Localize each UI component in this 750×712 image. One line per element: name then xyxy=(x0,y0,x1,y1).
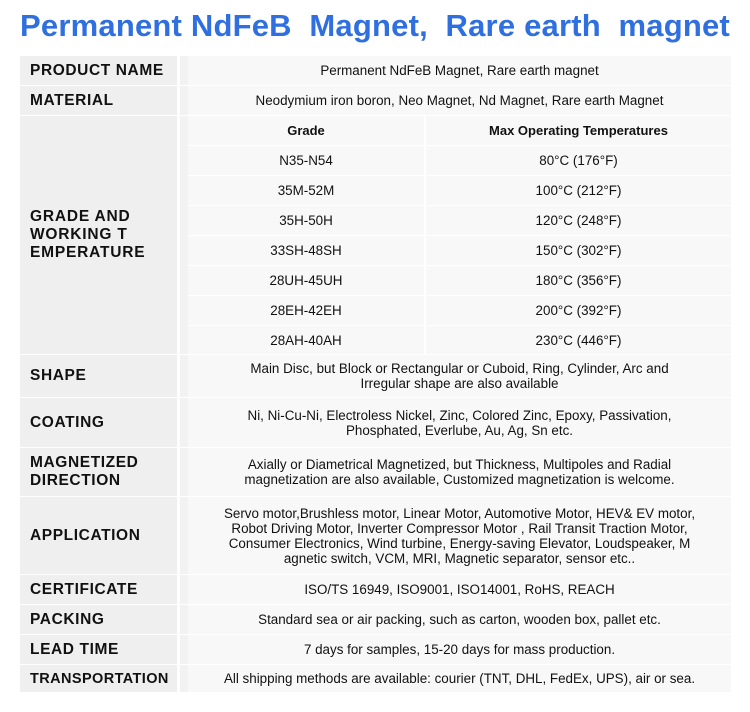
grade-header-row xyxy=(188,116,731,146)
temperature-cell: 120°C (248°F) xyxy=(426,206,731,235)
row-value: Main Disc, but Block or Rectangular or Cuboid, Ring, Cylinder, Arc and Irregular shape are also available xyxy=(188,355,731,397)
grade-row xyxy=(188,296,731,326)
spec-table xyxy=(20,56,731,692)
grade-row xyxy=(188,236,731,266)
row-material xyxy=(20,86,731,116)
row-value: Neodymium iron boron, Neo Magnet, Nd Magnet, Rare earth Magnet xyxy=(188,86,731,115)
grade-cell: 28AH-40AH xyxy=(188,326,426,354)
temperature-cell: 150°C (302°F) xyxy=(426,236,731,265)
row-coating xyxy=(20,398,731,448)
row-value: All shipping methods are available: courier (TNT, DHL, FedEx, UPS), air or sea. xyxy=(188,665,731,692)
row-value: Permanent NdFeB Magnet, Rare earth magnet xyxy=(188,56,731,85)
row-value: Axially or Diametrical Magnetized, but Thickness, Multipoles and Radial magnetization are also available, Customized magnetization is welcome. xyxy=(188,448,731,496)
row-product-name xyxy=(20,56,731,86)
row-value: ISO/TS 16949, ISO9001, ISO14001, RoHS, REACH xyxy=(188,575,731,604)
row-label: PACKING xyxy=(20,605,180,634)
row-label: APPLICATION xyxy=(20,497,180,574)
grade-cell: N35-N54 xyxy=(188,146,426,175)
grade-row xyxy=(188,326,731,354)
row-label: MAGNETIZED DIRECTION xyxy=(20,448,180,496)
temperature-cell: 80°C (176°F) xyxy=(426,146,731,175)
row-shape xyxy=(20,355,731,398)
temperature-cell: 180°C (356°F) xyxy=(426,266,731,295)
row-label: GRADE AND WORKING T EMPERATURE xyxy=(20,116,180,354)
grade-cell: 28EH-42EH xyxy=(188,296,426,325)
row-transportation xyxy=(20,665,731,692)
temperature-cell: 100°C (212°F) xyxy=(426,176,731,205)
row-value: 7 days for samples, 15-20 days for mass production. xyxy=(188,635,731,664)
grade-table xyxy=(188,116,731,354)
grade-cell: 33SH-48SH xyxy=(188,236,426,265)
row-label: MATERIAL xyxy=(20,86,180,115)
row-label: LEAD TIME xyxy=(20,635,180,664)
grade-header: Grade xyxy=(188,116,426,145)
temperature-cell: 230°C (446°F) xyxy=(426,326,731,354)
row-label: SHAPE xyxy=(20,355,180,397)
grade-cell: 35H-50H xyxy=(188,206,426,235)
grade-cell: 28UH-45UH xyxy=(188,266,426,295)
row-label: TRANSPORTATION xyxy=(20,665,180,692)
row-lead-time xyxy=(20,635,731,665)
page-title: Permanent NdFeB Magnet, Rare earth magnet xyxy=(20,8,730,43)
row-value: Standard sea or air packing, such as carton, wooden box, pallet etc. xyxy=(188,605,731,634)
grade-row xyxy=(188,146,731,176)
row-value: Servo motor,Brushless motor, Linear Motor, Automotive Motor, HEV& EV motor, Robot Driving Motor, Inverter Compressor Motor , Rail Transit Traction Motor, Consumer Electronics, Wind turbine, Energy-saving Elevator, Loudspeaker, M agnetic switch, VCM, MRI, Magnetic separator, sensor etc.. xyxy=(188,497,731,574)
row-label: CERTIFICATE xyxy=(20,575,180,604)
grade-row xyxy=(188,176,731,206)
row-grade-temperature xyxy=(20,116,731,355)
row-value: Ni, Ni-Cu-Ni, Electroless Nickel, Zinc, Colored Zinc, Epoxy, Passivation, Phosphated, Everlube, Au, Ag, Sn etc. xyxy=(188,398,731,447)
row-certificate xyxy=(20,575,731,605)
row-magnetized-direction xyxy=(20,448,731,497)
row-label: COATING xyxy=(20,398,180,447)
row-packing xyxy=(20,605,731,635)
row-application xyxy=(20,497,731,575)
grade-row xyxy=(188,206,731,236)
grade-row xyxy=(188,266,731,296)
row-label: PRODUCT NAME xyxy=(20,56,180,85)
grade-cell: 35M-52M xyxy=(188,176,426,205)
temperature-header: Max Operating Temperatures xyxy=(426,116,731,145)
temperature-cell: 200°C (392°F) xyxy=(426,296,731,325)
